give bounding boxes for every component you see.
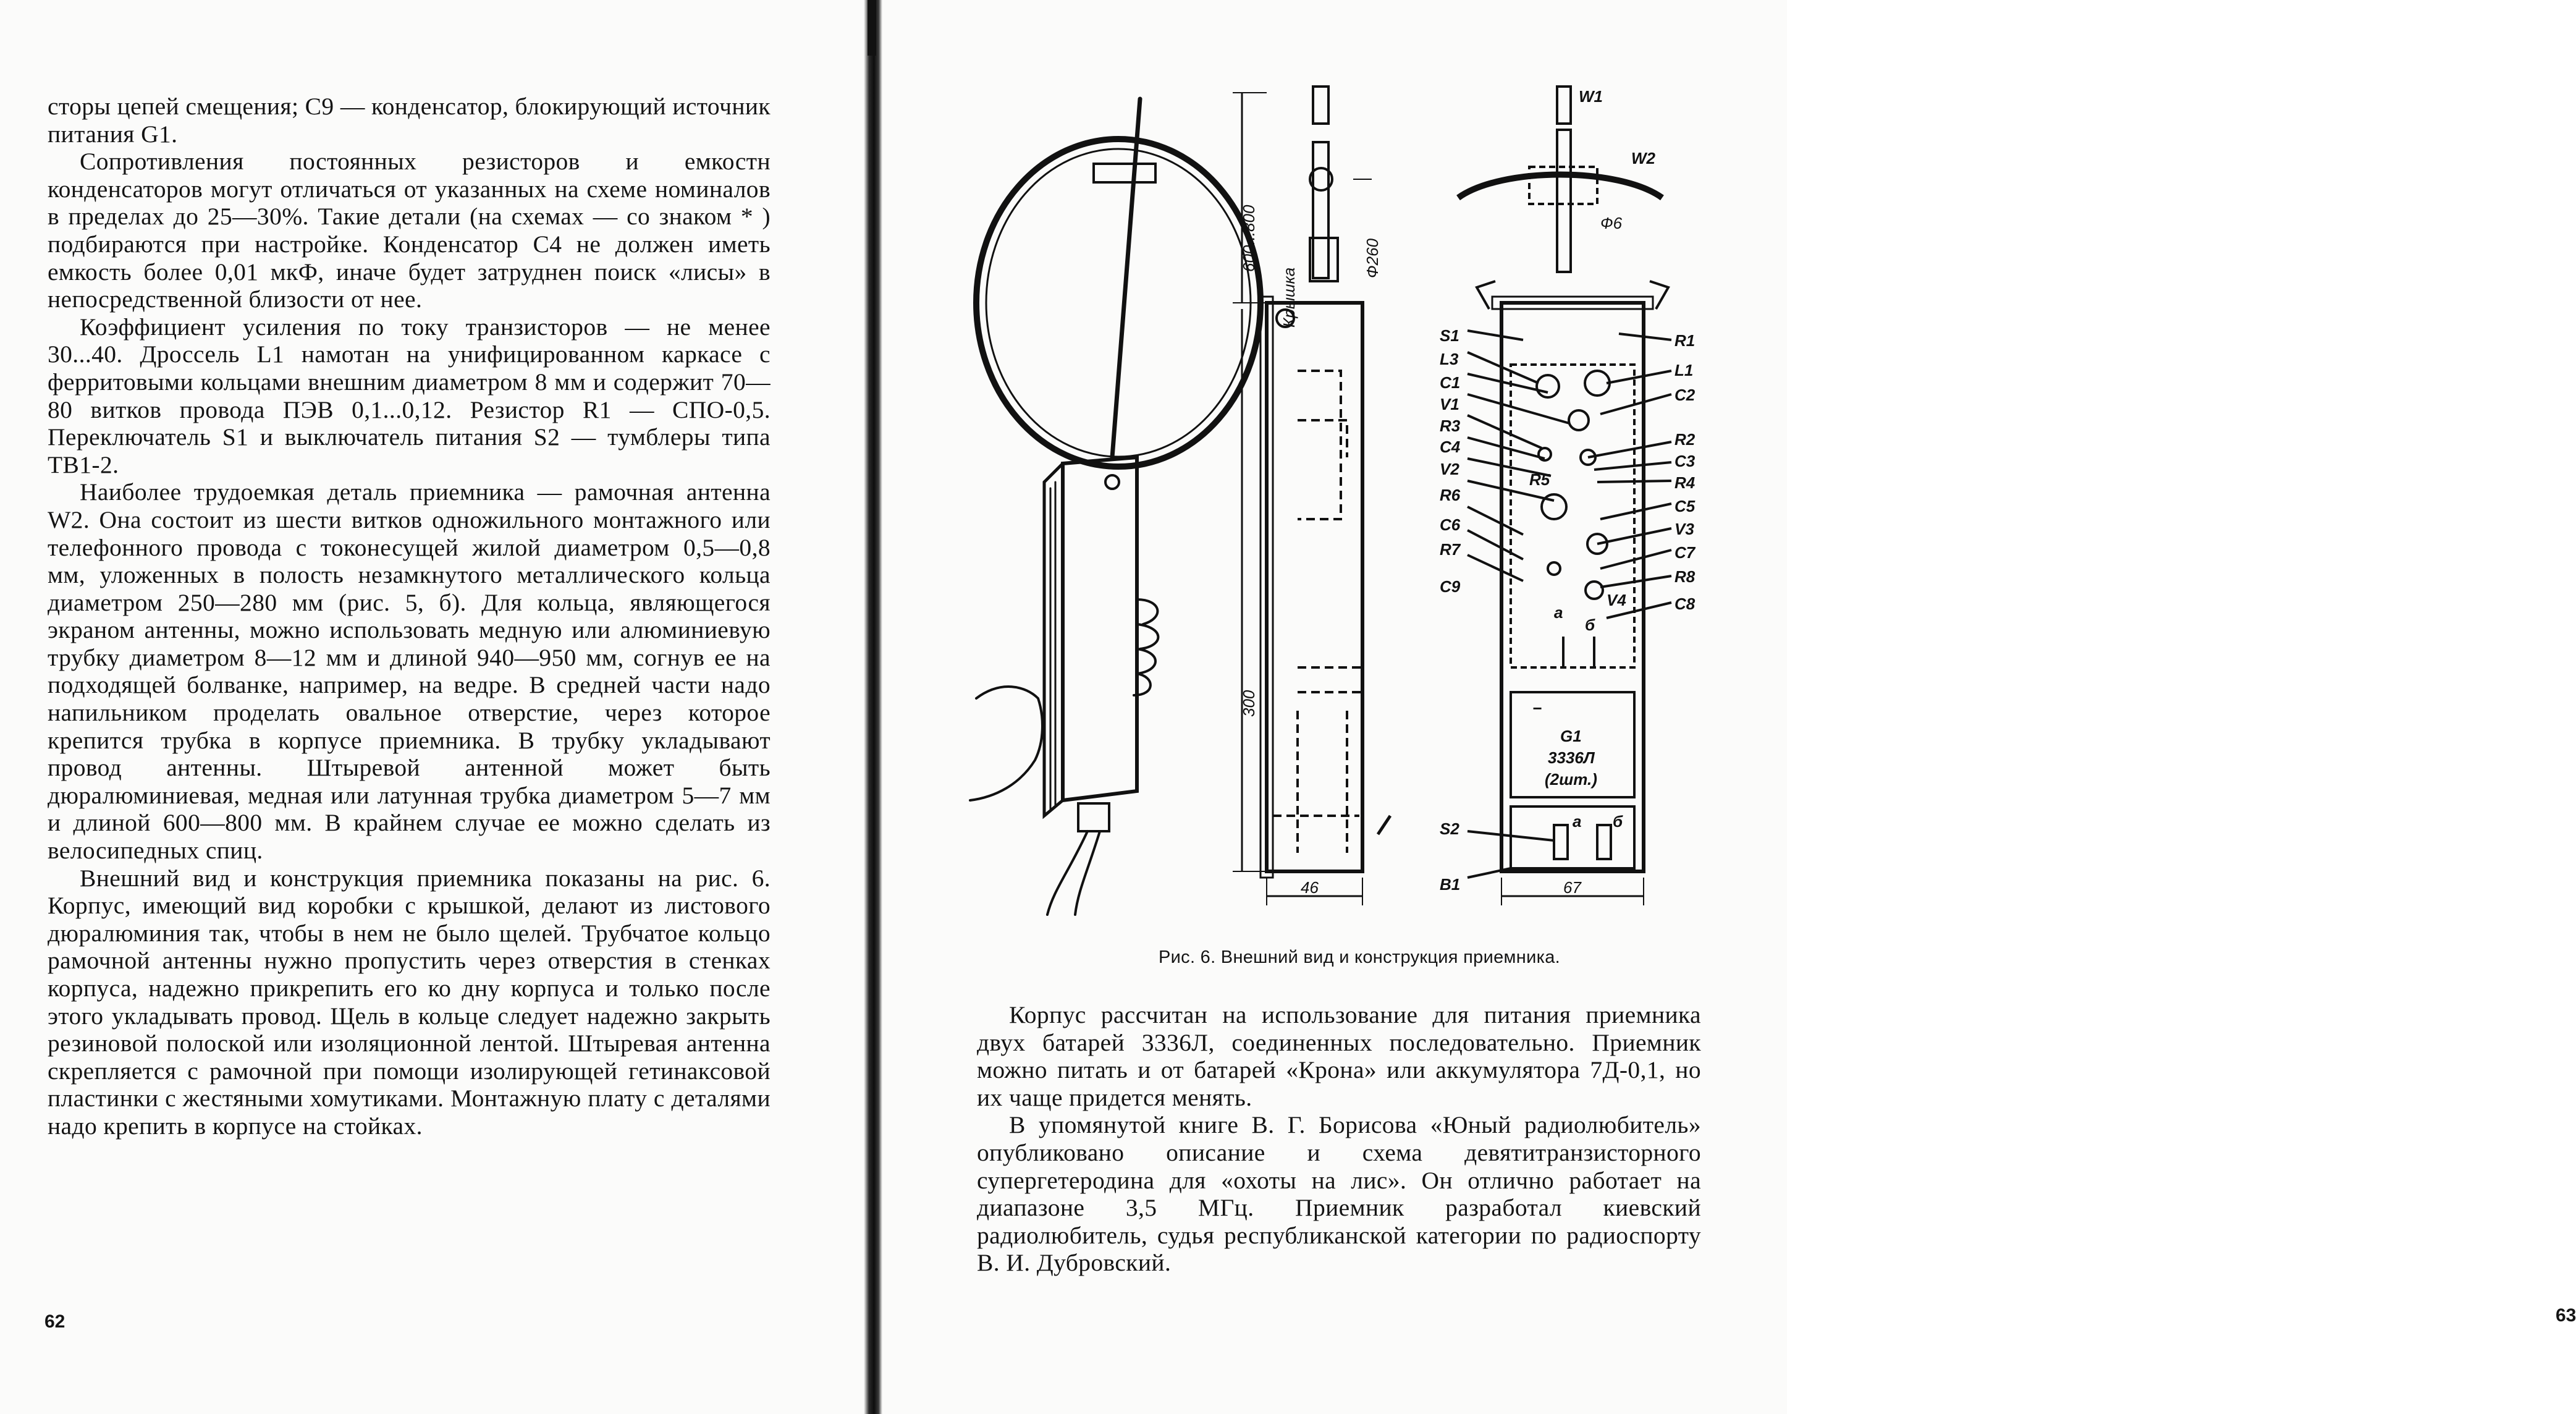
receiver-body-front	[1063, 457, 1137, 800]
label-r6: R6	[1440, 486, 1461, 504]
book-gutter	[864, 0, 882, 1414]
label-s1: S1	[1440, 326, 1459, 345]
label-v2: V2	[1440, 460, 1459, 478]
page-number-left: 62	[44, 1311, 65, 1332]
label-c5: C5	[1674, 497, 1696, 515]
label-b: б	[1585, 616, 1595, 634]
label-w2: W2	[1631, 149, 1655, 167]
label-v1: V1	[1440, 395, 1459, 413]
page-number-right: 63	[2556, 1305, 2576, 1326]
loop-antenna	[976, 139, 1261, 467]
rod-w1	[1557, 87, 1571, 124]
dim-rod-length: 600...800	[1239, 205, 1258, 272]
left-page-text	[48, 93, 771, 1140]
label-r2: R2	[1674, 430, 1696, 449]
label-r7: R7	[1440, 540, 1461, 559]
label-a-switch: а	[1573, 812, 1582, 831]
battery-count: (2шт.)	[1545, 770, 1597, 789]
dim-side-width: 46	[1301, 878, 1319, 897]
dim-front-width: 67	[1563, 878, 1581, 897]
label-c4: C4	[1440, 438, 1461, 456]
whip-antenna	[1112, 99, 1140, 457]
label-v3: V3	[1674, 520, 1694, 538]
headphone-connector	[1078, 803, 1109, 831]
receiver-drawing	[952, 74, 1724, 939]
dim-rod-diameter: Ф6	[1600, 214, 1623, 232]
label-c1: C1	[1440, 373, 1461, 392]
label-b-switch: б	[1613, 812, 1623, 831]
external-view	[970, 99, 1261, 915]
left-paragraph-3: Коэффициент усиления по току транзисторов — не менее 30...40. Дроссель L1 намотан на унифицированном каркасе с ферритовыми кольцами внешним диаметром 8 мм и содержит 70—80 витков провода ПЭВ 0,1...0,12. Резистор R1 — СПО-0,5. Переключатель S1 и выключатель питания S2 — тумблеры типа ТВ1-2.	[48, 313, 771, 478]
receiver-body-side	[1044, 464, 1063, 816]
label-c3: C3	[1674, 452, 1696, 470]
gutter-mark	[868, 0, 876, 56]
right-page-text	[977, 1001, 1701, 1277]
label-s2: S2	[1440, 819, 1459, 838]
label-c7: C7	[1674, 543, 1696, 562]
battery-type: 3336Л	[1548, 748, 1595, 767]
label-c9: C9	[1440, 577, 1461, 596]
label-a: а	[1554, 603, 1563, 622]
label-v4: V4	[1607, 591, 1626, 609]
right-paragraph-2: В упомянутой книге В. Г. Борисова «Юный радиолюбитель» опубликовано описание и схема девятитранзисторного супергетеродина для «охоты на лис». Он отлично работает на диапазоне 3,5 МГц. Приемник разработал киевский радиолюбитель, судья республиканской категории по радиоспорту В. И. Дубровский.	[977, 1111, 1701, 1277]
label-r3: R3	[1440, 417, 1461, 435]
left-paragraph-1: сторы цепей смещения; C9 — конденсатор, блокирующий источник питания G1.	[48, 93, 771, 148]
loop-antenna-inner	[986, 149, 1251, 457]
battery-name: G1	[1560, 727, 1582, 745]
loop-w2-section	[1458, 175, 1662, 198]
label-l1: L1	[1674, 361, 1694, 379]
figure-receiver-construction	[952, 74, 1724, 939]
label-c8: C8	[1674, 595, 1696, 613]
left-page	[0, 0, 865, 1414]
label-b1: B1	[1440, 875, 1461, 894]
left-paragraph-2: Сопротивления постоянных резисторов и емкостн конденсаторов могут отличаться от указанных на схеме номиналов в пределах до 25—30%. Такие детали (на схемах — со знаком * ) подбираются при настройке. Конденсатор C4 не должен иметь емкость более 0,01 мкФ, иначе будет затруднен поиск «лисы» в непосредственной близости от нее.	[48, 148, 771, 313]
label-r5: R5	[1529, 470, 1550, 489]
knob-icon	[1105, 475, 1119, 489]
switch-lever	[1378, 816, 1390, 834]
dim-body-length: 300	[1239, 690, 1258, 717]
left-paragraph-5: Внешний вид и конструкция приемника показаны на рис. 6. Корпус, имеющий вид коробки с крышкой, делают из листового дюралюминия так, чтобы в нем не было щелей. Трубчатое кольцо рамочной антенны нужно пропустить через отверстия в стенках корпуса, надежно прикрепить его ко дну корпуса и только после этого укладывать провод. Щель в кольце следует надежно закрыть резиновой полоской или изоляционной лентой. Штыревая антенна скрепляется с рамочной при помощи изолирующей гетинаксовой пластинки с жестяными хомутиками. Монтажную плату с деталями надо крепить в корпусе на стойках.	[48, 864, 771, 1140]
cable	[1047, 831, 1087, 915]
label-r4: R4	[1674, 473, 1696, 492]
label-c2: C2	[1674, 386, 1696, 404]
left-paragraph-4: Наиболее трудоемкая деталь приемника — рамочная антенна W2. Она состоит из шести витков одножильного монтажного или телефонного провода с токонесущей жилой диаметром 0,5—0,8 мм, уложенных в полость незамкнутого металлического кольца диаметром 250—280 мм (рис. 5, б). Для кольца, являющегося экраном антенны, можно использовать медную или алюминиевую трубку диаметром 8—12 мм и длиной 940—950 мм, согнув ее на подходящей болванке, например, на ведре. В средней части надо напильником проделать овальное отверстие, через которое крепится трубка в корпусе приемника. В трубку укладывают провод антенны. Штыревой антенной может быть дюралюминиевая, медная или латунная трубка диаметром 5—7 мм и длиной 600—800 мм. В крайнем случае ее можно сделать из велосипедных спиц.	[48, 478, 771, 865]
figure-caption: Рис. 6. Внешний вид и конструкция приемника.	[1159, 947, 1560, 967]
battery-sign: −	[1532, 699, 1542, 718]
right-paragraph-1: Корпус рассчитан на использование для питания приемника двух батарей 3336Л, соединенных последовательно. Приемник можно питать и от батарей «Крона» или аккумулятора 7Д-0,1, но их чаще придется менять.	[977, 1001, 1701, 1111]
label-l3: L3	[1440, 350, 1459, 368]
label-r8: R8	[1674, 567, 1696, 586]
label-r1: R1	[1674, 331, 1696, 350]
label-w1: W1	[1579, 87, 1603, 106]
antenna-clamp	[1094, 164, 1155, 182]
hand-icon	[970, 687, 1042, 800]
dim-lid: Крышка	[1280, 267, 1298, 328]
label-c6: C6	[1440, 515, 1461, 534]
dim-loop-diameter: Ф260	[1363, 238, 1382, 278]
